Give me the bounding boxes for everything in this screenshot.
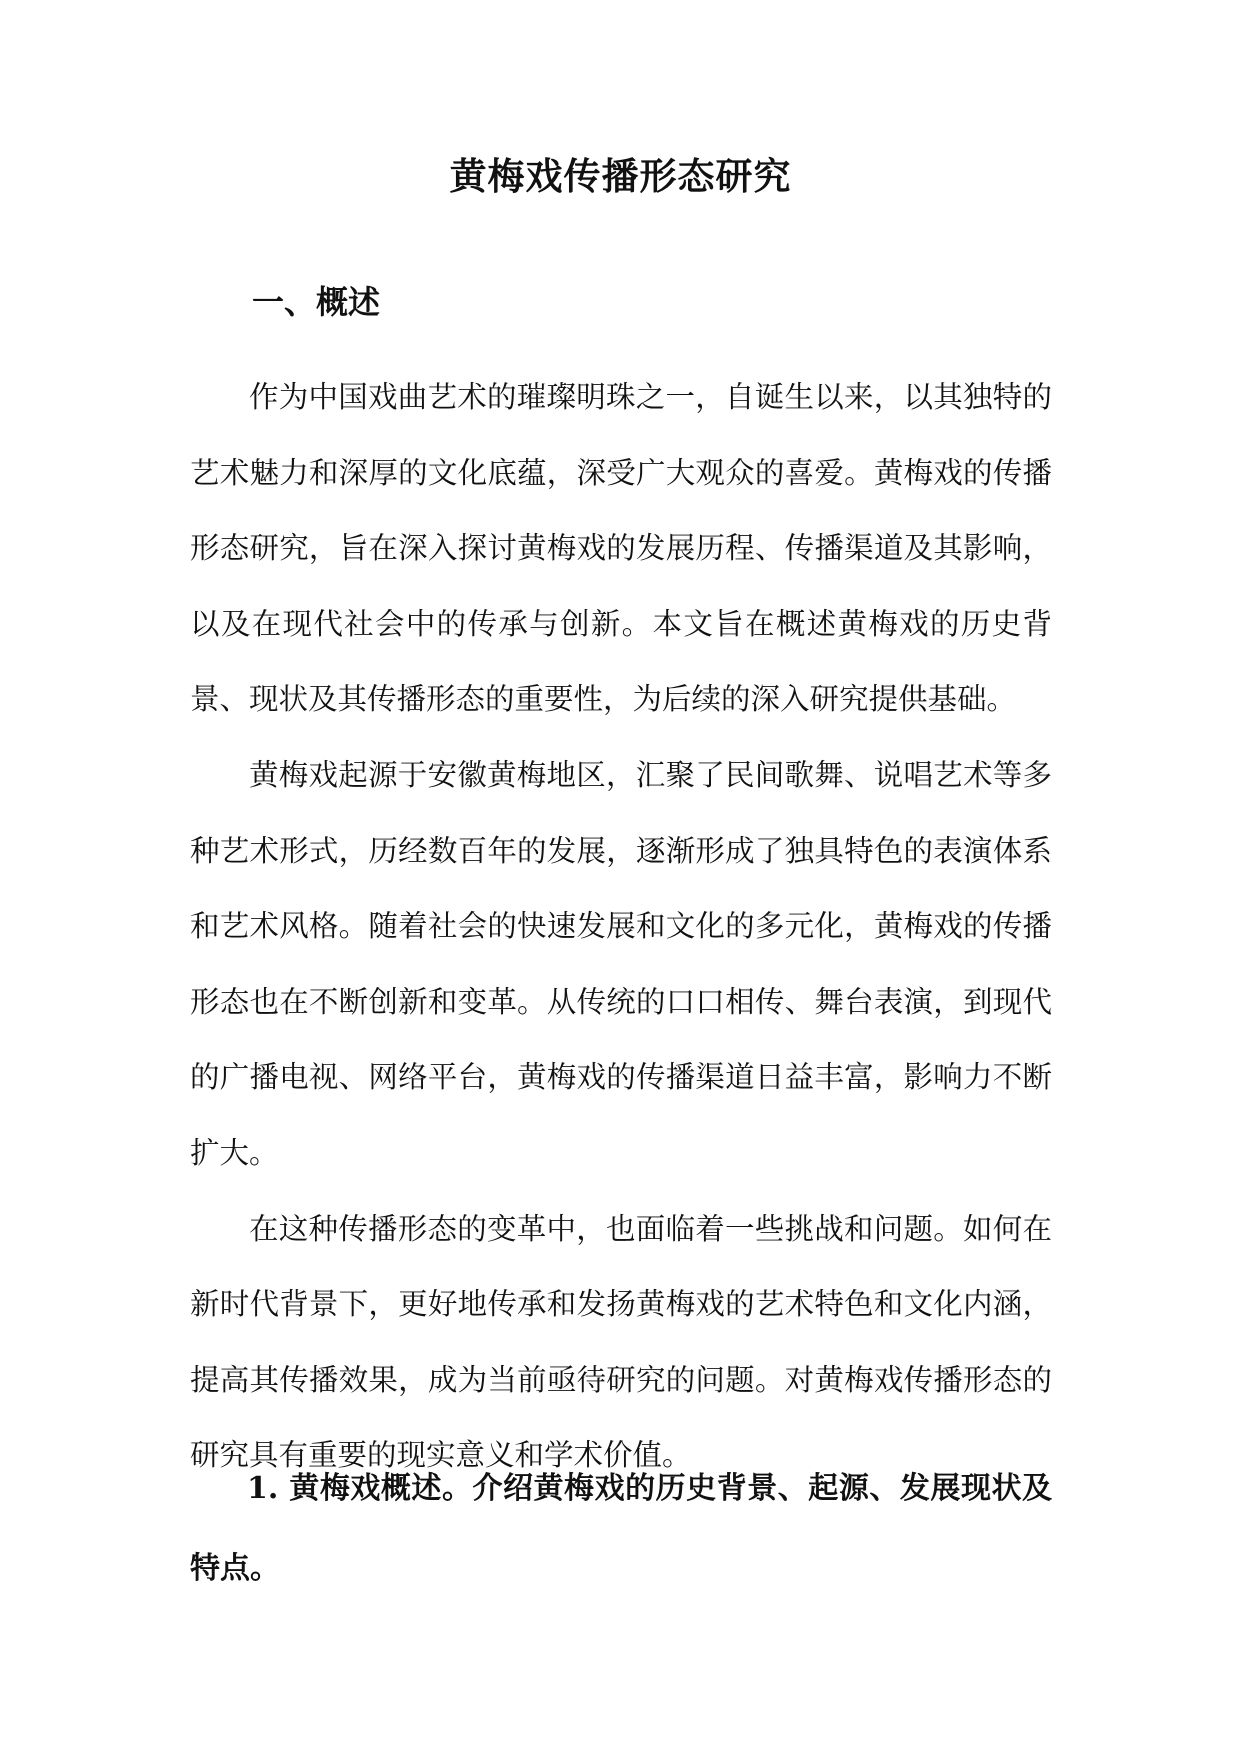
- document-title: 黄梅戏传播形态研究: [449, 154, 792, 198]
- list-item-1: 1. 黄梅戏概述。介绍黄梅戏的历史背景、起源、发展现状及特点。: [190, 1471, 1052, 1586]
- paragraph-2: 黄梅戏起源于安徽黄梅地区，汇聚了民间歌舞、说唱艺术等多种艺术形式，历经数百年的发展，逐渐形成了独具特色的表演体系和艺术风格。随着社会的快速发展和文化的多元化，黄梅戏的传播形态也在不断创新和变革。从传统的口口相传、舞台表演，到现代的广播电视、网络平台，黄梅戏的传播渠道日益丰富，影响力不断扩大。: [190, 757, 1052, 1170]
- paragraph-1: 作为中国戏曲艺术的璀璨明珠之一，自诞生以来，以其独特的艺术魅力和深厚的文化底蕴，深受广大观众的喜爱。黄梅戏的传播形态研究，旨在深入探讨黄梅戏的发展历程、传播渠道及其影响，以及在现代社会中的传承与创新。本文旨在概述黄梅戏的历史背景、现状及其传播形态的重要性，为后续的深入研究提供基础。: [190, 380, 1052, 717]
- section-heading: 一、概述: [252, 283, 381, 321]
- body-text: [190, 360, 1052, 1494]
- paragraph-3: 在这种传播形态的变革中，也面临着一些挑战和问题。如何在新时代背景下，更好地传承和发扬黄梅戏的艺术特色和文化内涵，提高其传播效果，成为当前亟待研究的问题。对黄梅戏传播形态的研究具有重要的现实意义和学术价值。: [190, 1211, 1052, 1473]
